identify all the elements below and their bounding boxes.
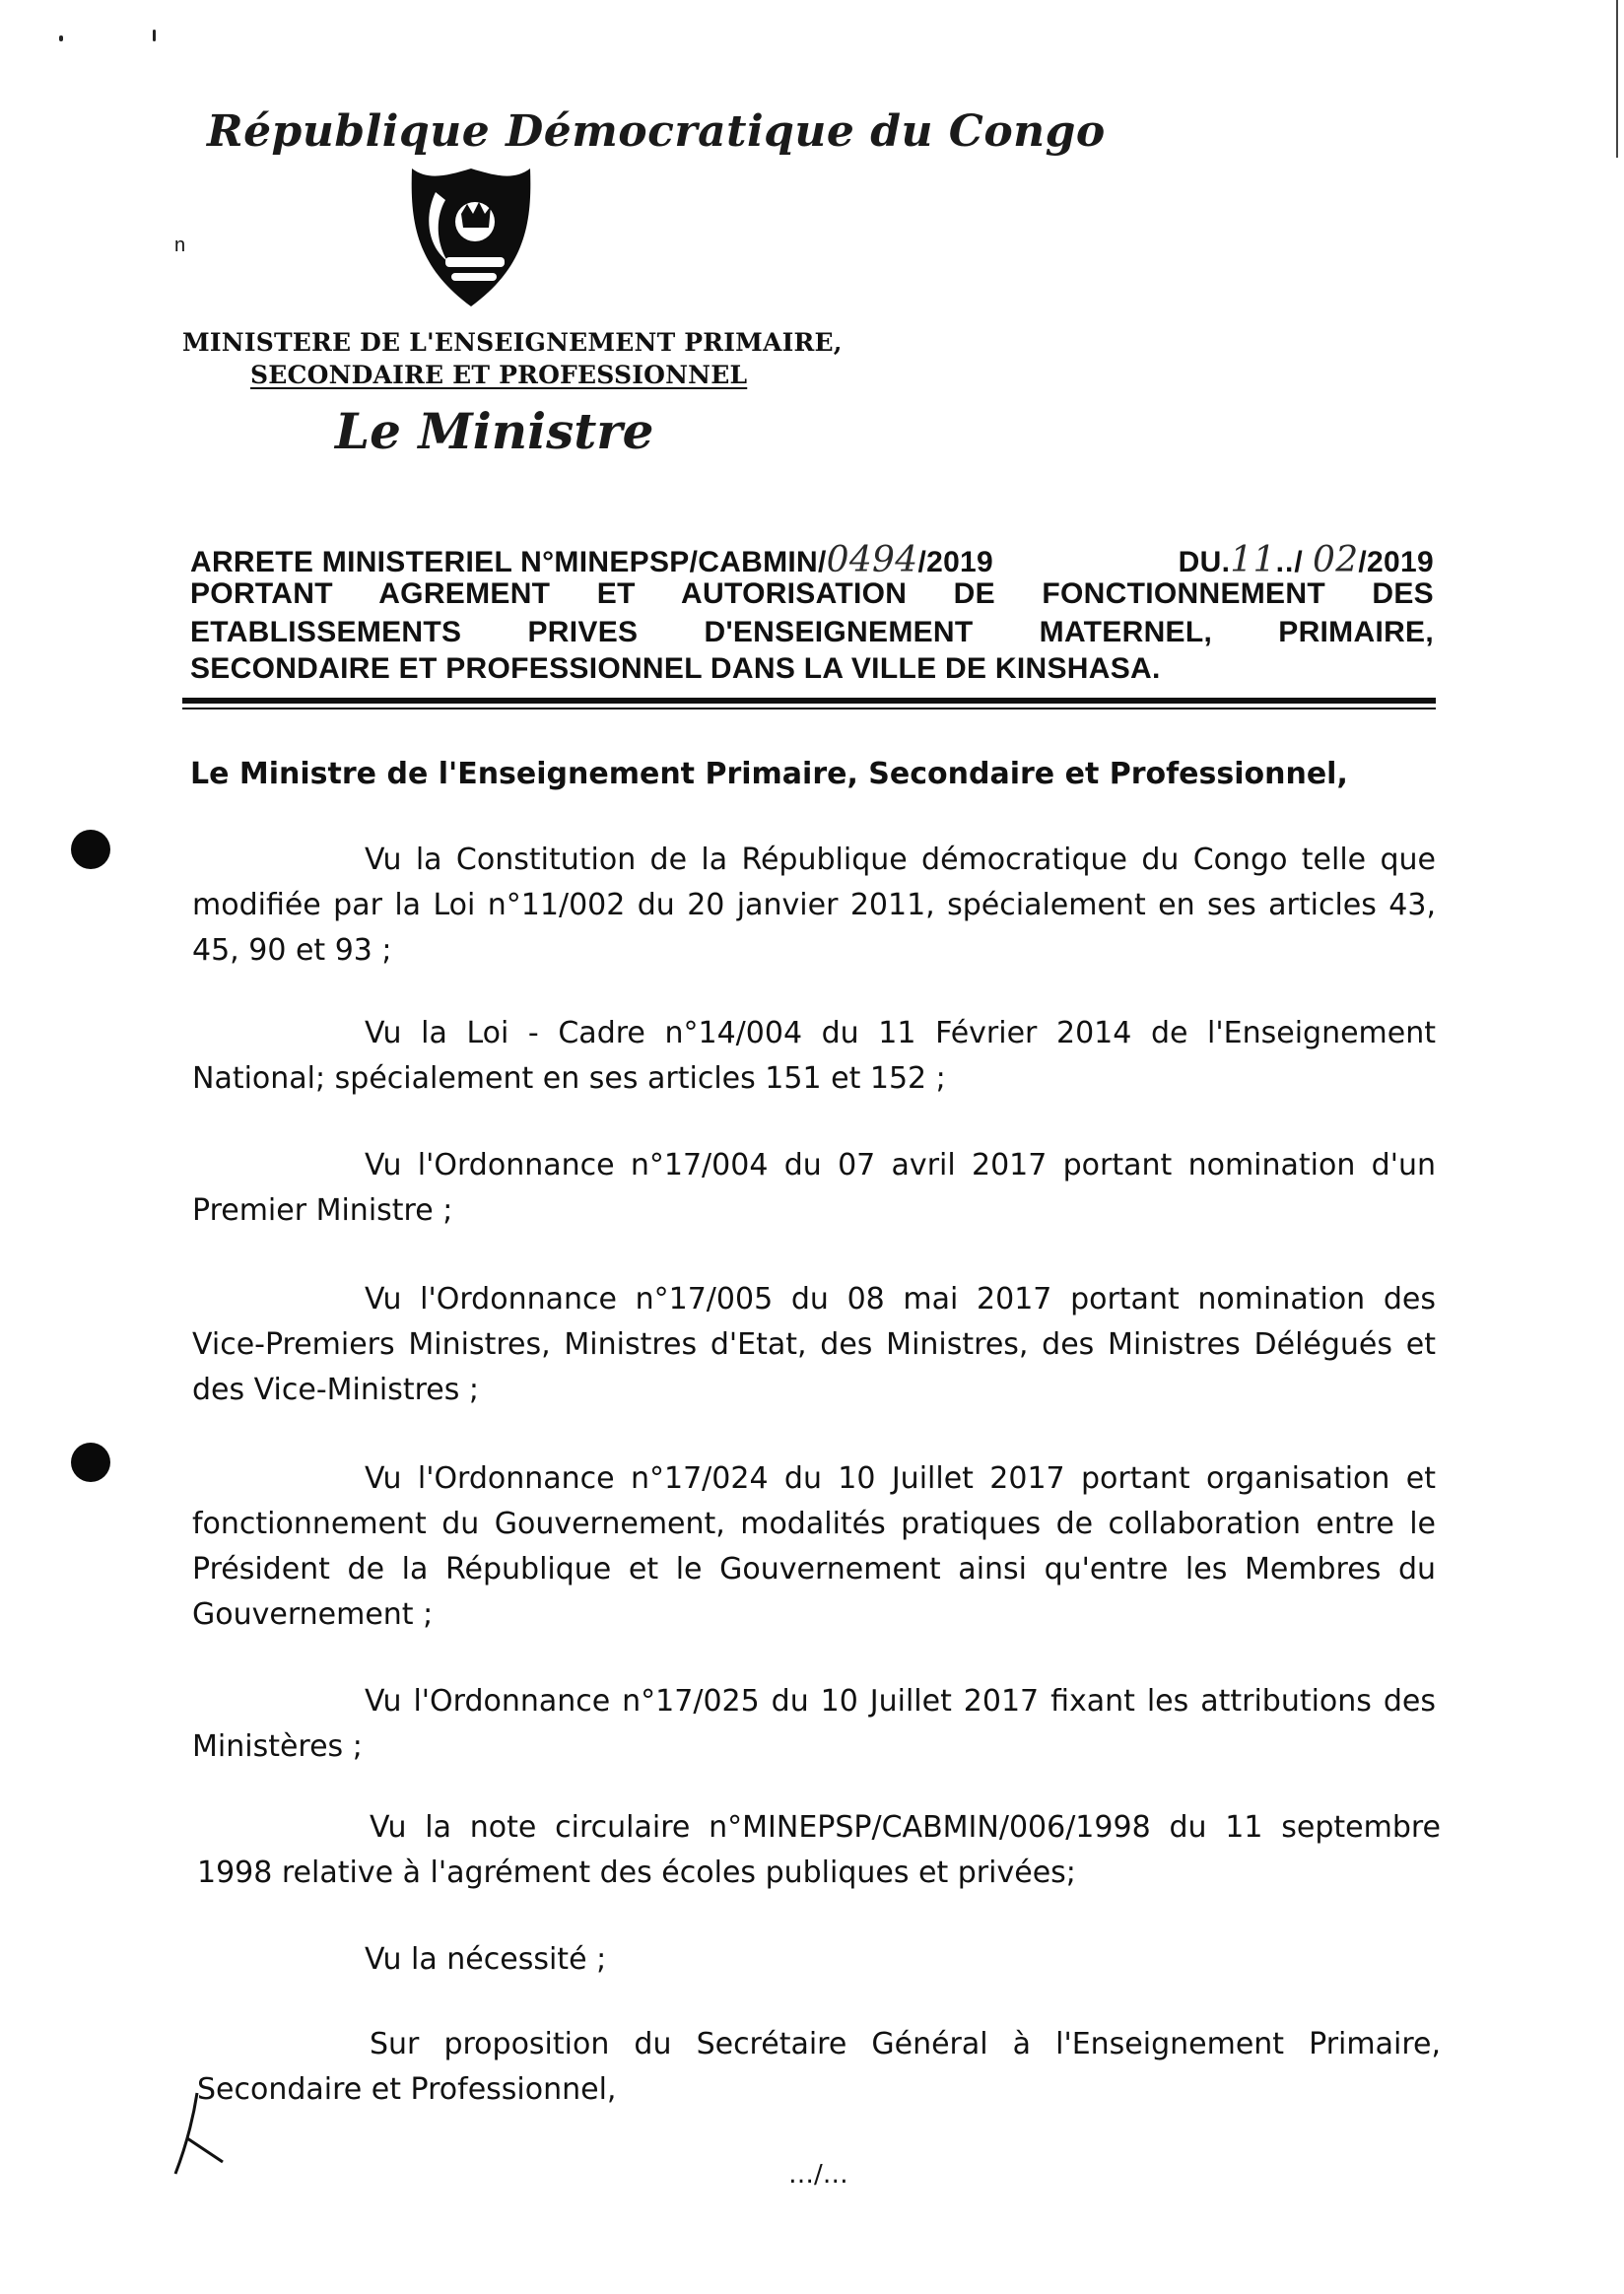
arrete-date-group: [1179, 540, 1434, 580]
scan-edge-line: [1616, 0, 1618, 158]
coat-of-arms-emblem: [406, 163, 536, 310]
ministry-name-line1: MINISTERE DE L'ENSEIGNEMENT PRIMAIRE,: [182, 328, 843, 357]
arrete-title-line: PORTANT AGREMENT ET AUTORISATION DE FONCTIONNEMENT DES: [190, 577, 1434, 610]
title-rule: [182, 698, 1436, 704]
considerant-paragraph: Vu l'Ordonnance n°17/024 du 10 Juillet 2017 portant organisation et fonctionnement du Gouvernement, modalités pratiques de collaboration entre le Président de la République et le Gouvernement ainsi qu'entre les Membres du Gouvernement ;: [192, 1461, 1436, 1632]
considerant-paragraph: Vu la note circulaire n°MINEPSP/CABMIN/006/1998 du 11 septembre 1998 relative à l'agrément des écoles publiques et privées;: [197, 1810, 1441, 1890]
considerant-paragraph: Vu l'Ordonnance n°17/025 du 10 Juillet 2017 fixant les attributions des Ministères ;: [192, 1684, 1436, 1764]
considerant-paragraph: Sur proposition du Secrétaire Général à l'Enseignement Primaire, Secondaire et Professionnel,: [197, 2027, 1441, 2107]
considerant-paragraph: Vu l'Ordonnance n°17/004 du 07 avril 2017 portant nomination d'un Premier Ministre ;: [192, 1148, 1436, 1228]
ministry-name-line2: SECONDAIRE ET PROFESSIONNEL: [250, 361, 748, 389]
date-month-handwritten: 02: [1313, 540, 1359, 580]
preamble-intro: Le Ministre de l'Enseignement Primaire, Secondaire et Professionnel,: [190, 757, 1348, 791]
binder-hole-mark: [71, 830, 110, 869]
scan-speck: [153, 30, 156, 41]
arrete-year: /2019: [917, 546, 994, 578]
stray-mark: n: [174, 235, 186, 256]
scan-speck: [59, 35, 63, 41]
minister-title: Le Ministre: [335, 402, 654, 460]
country-name: République Démocratique du Congo: [207, 106, 1106, 157]
arrete-reference: [190, 540, 1434, 580]
title-rule: [182, 708, 1436, 709]
date-year: /2019: [1358, 546, 1434, 578]
date-day-handwritten: 11: [1230, 540, 1276, 580]
date-dots: ../: [1275, 546, 1313, 578]
considerant-paragraph: Vu l'Ordonnance n°17/005 du 08 mai 2017 portant nomination des Vice-Premiers Ministres, Ministres d'Etat, des Ministres, des Ministres Délégués et des Vice-Ministres ;: [192, 1282, 1436, 1407]
considerant-paragraph: Vu la nécessité ;: [365, 1942, 607, 1977]
binder-hole-mark: [71, 1443, 110, 1482]
arrete-number-handwritten: 0494: [826, 540, 918, 580]
page-continuation: …/…: [788, 2160, 848, 2190]
arrete-prefix: ARRETE MINISTERIEL N°MINEPSP/CABMIN/: [190, 546, 827, 578]
arrete-title-line: SECONDAIRE ET PROFESSIONNEL DANS LA VILLE DE KINSHASA.: [190, 652, 1161, 685]
date-label: DU.: [1178, 546, 1231, 578]
arrete-prefix-group: [190, 540, 993, 580]
considerant-paragraph: Vu la Loi - Cadre n°14/004 du 11 Février 2014 de l'Enseignement National; spécialement en ses articles 151 et 152 ;: [192, 1016, 1436, 1096]
considerant-paragraph: Vu la Constitution de la République démocratique du Congo telle que modifiée par la Loi n°11/002 du 20 janvier 2011, spécialement en ses articles 43, 45, 90 et 93 ;: [192, 843, 1436, 968]
arrete-title-line: ETABLISSEMENTS PRIVES D'ENSEIGNEMENT MATERNEL, PRIMAIRE,: [190, 616, 1434, 648]
initial-mark: [168, 2089, 227, 2178]
